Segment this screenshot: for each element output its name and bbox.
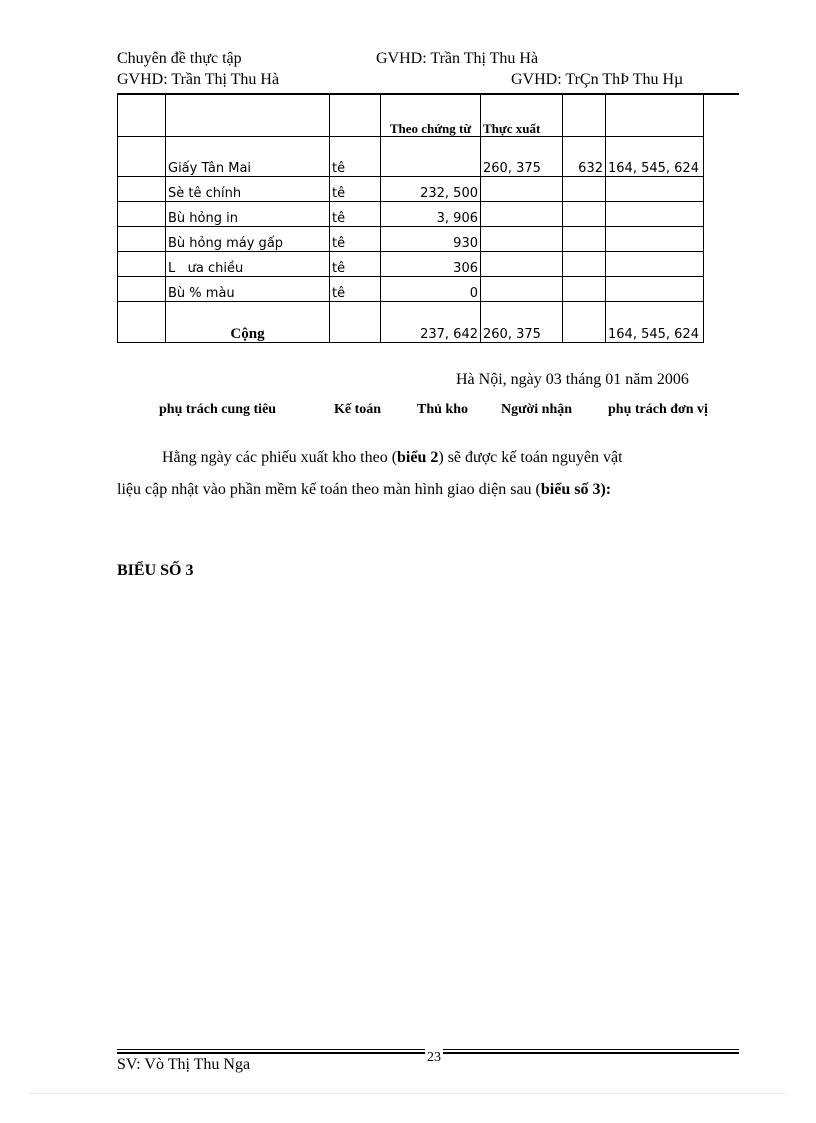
- header-advisor-left: GVHD: Trần Thị Thu Hà: [117, 71, 280, 88]
- table-cell: [330, 95, 381, 137]
- table-cell: [118, 202, 166, 227]
- row-acct: [563, 227, 606, 252]
- row-unit: tê: [330, 227, 381, 252]
- row-name: Bù % màu: [166, 277, 330, 302]
- row-amount: 164, 545, 624: [606, 137, 704, 177]
- table-row: [118, 202, 704, 227]
- header-advisor: GVHD: Trần Thị Thu Hà: [376, 50, 539, 67]
- paragraph-text: ):: [600, 481, 612, 498]
- row-amount: [606, 227, 704, 252]
- table-row: [118, 252, 704, 277]
- table-total-row: [118, 302, 704, 343]
- table-header-row: [118, 95, 704, 137]
- table-row: [118, 177, 704, 202]
- row-theo: 232, 500: [381, 177, 481, 202]
- row-name: Sè tê chính: [166, 177, 330, 202]
- row-thuc: [481, 202, 563, 227]
- paragraph-bold-ref: biểu 2: [397, 449, 439, 466]
- page-bottom-dotted-line: [30, 1093, 786, 1094]
- row-amount: [606, 177, 704, 202]
- footer-student: SV: Vò Thị Thu Nga: [117, 1056, 251, 1073]
- section-title: BIỂU SỐ 3: [117, 562, 194, 579]
- row-name: Bù hỏng máy gấp: [166, 227, 330, 252]
- header-subject: Chuyên đề thực tập: [117, 50, 242, 67]
- row-unit: tê: [330, 202, 381, 227]
- row-thuc: [481, 177, 563, 202]
- table-cell: [118, 252, 166, 277]
- row-thuc: [481, 227, 563, 252]
- total-label: Cộng: [166, 302, 330, 343]
- row-name: Bù hỏng in: [166, 202, 330, 227]
- table-cell: [330, 302, 381, 343]
- date-line: Hà Nội, ngày 03 tháng 01 năm 2006: [456, 371, 689, 388]
- row-amount: [606, 277, 704, 302]
- signature-storekeeper: Thủ kho: [417, 402, 468, 417]
- signature-accountant: Kế toán: [334, 402, 382, 417]
- table-cell: [118, 95, 166, 137]
- signature-supply-head: phụ trách cung tiêu: [159, 402, 277, 417]
- paragraph-text: Hằng ngày các phiếu xuất kho theo (: [162, 449, 398, 466]
- table-cell: [606, 95, 704, 137]
- header-advisor-right: GVHD: TrÇn ThÞ Thu Hµ: [511, 71, 684, 88]
- row-name: Giấy Tân Mai: [166, 137, 330, 177]
- row-theo: 0: [381, 277, 481, 302]
- table-cell: [563, 302, 606, 343]
- table-row: [118, 227, 704, 252]
- paragraph-line-1: [162, 444, 623, 472]
- total-amount: 164, 545, 624: [606, 302, 704, 343]
- row-amount: [606, 202, 704, 227]
- row-theo: 3, 906: [381, 202, 481, 227]
- table-row: [118, 137, 704, 177]
- col-header-thuc: Thực xuất: [481, 95, 563, 137]
- row-unit: tê: [330, 252, 381, 277]
- paragraph-line-2: [117, 476, 611, 504]
- total-theo: 237, 642: [381, 302, 481, 343]
- table-cell: [563, 95, 606, 137]
- row-acct: [563, 252, 606, 277]
- row-acct: [563, 177, 606, 202]
- row-acct: [563, 277, 606, 302]
- table-cell: [118, 227, 166, 252]
- signature-unit-head: phụ trách đơn vị: [608, 402, 708, 417]
- row-acct: [563, 202, 606, 227]
- row-acct: 632: [563, 137, 606, 177]
- signature-receiver: Người nhận: [501, 402, 573, 417]
- table-cell: [118, 277, 166, 302]
- paragraph-bold-ref: biểu số 3: [540, 481, 601, 498]
- row-unit: tê: [330, 277, 381, 302]
- row-thuc: 260, 375: [481, 137, 563, 177]
- row-theo: 930: [381, 227, 481, 252]
- table-cell: [118, 137, 166, 177]
- row-unit: tê: [330, 137, 381, 177]
- paragraph-text: liệu cập nhật vào phần mềm kế toán theo màn hình giao diện sau (: [117, 481, 541, 498]
- col-header-theo: Theo chứng từ: [381, 95, 481, 137]
- row-name: L ưa chiều: [166, 252, 330, 277]
- table-row: [118, 277, 704, 302]
- paragraph-text: ) sẽ được kế toán nguyên vật: [438, 449, 623, 466]
- total-thuc: 260, 375: [481, 302, 563, 343]
- row-thuc: [481, 252, 563, 277]
- stock-issue-table: [117, 94, 704, 343]
- page-number: 23: [425, 1047, 443, 1055]
- table-cell: [166, 95, 330, 137]
- row-amount: [606, 252, 704, 277]
- row-unit: tê: [330, 177, 381, 202]
- row-theo: 306: [381, 252, 481, 277]
- table-cell: [118, 302, 166, 343]
- table-cell: [118, 177, 166, 202]
- row-theo: [381, 137, 481, 177]
- row-thuc: [481, 277, 563, 302]
